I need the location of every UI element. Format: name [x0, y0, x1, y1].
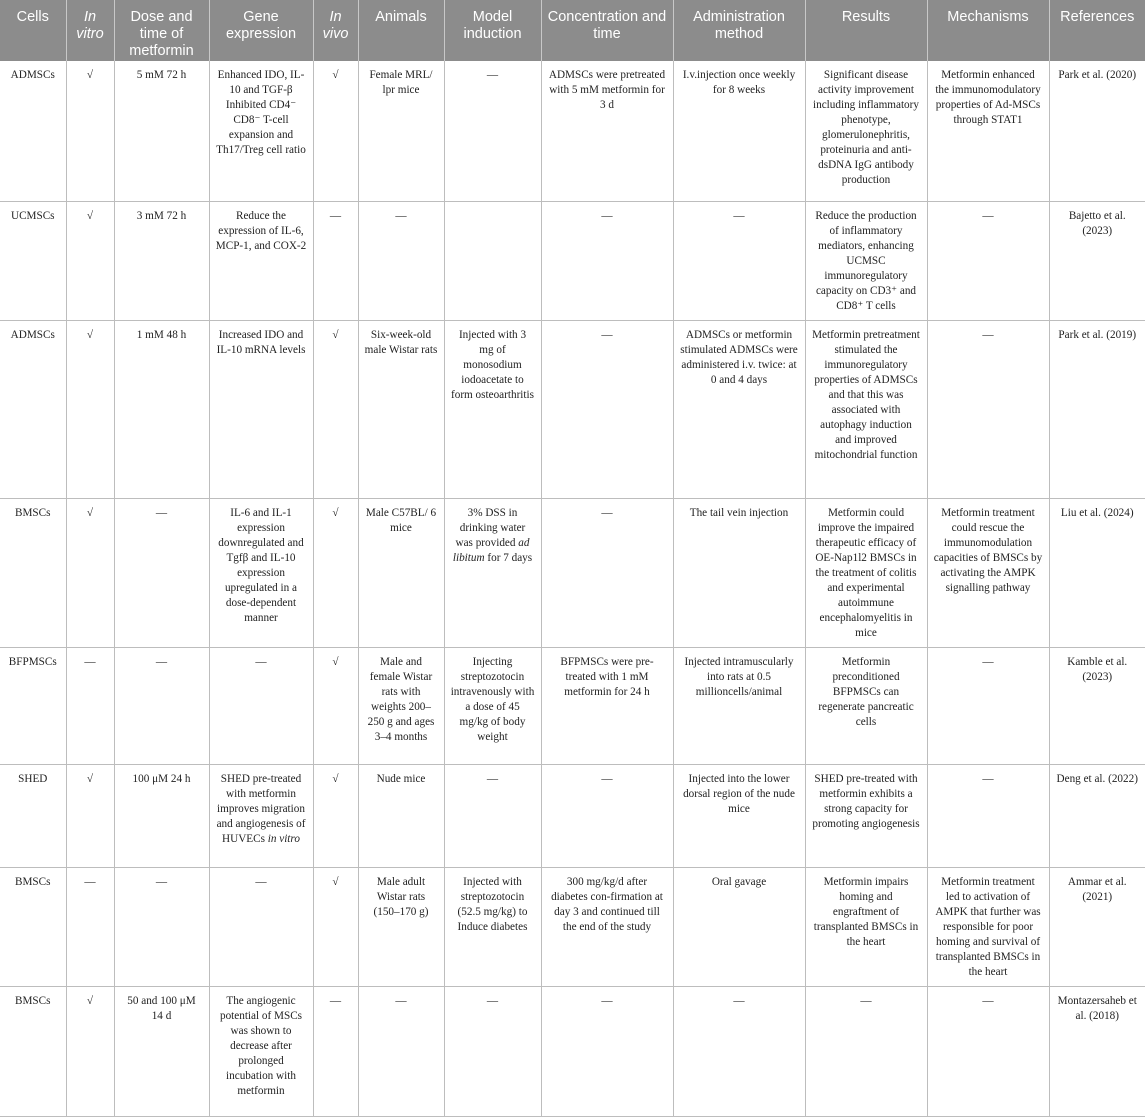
cell-model-induction: —	[444, 61, 541, 201]
cell-cells: BMSCs	[0, 986, 66, 1116]
cell-mechanisms: —	[927, 201, 1049, 320]
cell-references: Ammar et al. (2021)	[1049, 867, 1145, 986]
cell-gene-expression: —	[209, 867, 313, 986]
cell-gene-expression: The angiogenic potential of MSCs was shown to decrease after prolonged incubation with metformin	[209, 986, 313, 1116]
cell-mechanisms: Metformin treatment led to activation of AMPK that further was responsible for poor homing and survival of transplanted BMSCs in the heart	[927, 867, 1049, 986]
cell-model-induction: Injected with 3 mg of monosodium iodoacetate to form osteoarthritis	[444, 320, 541, 498]
cell-mechanisms: —	[927, 647, 1049, 764]
cell-in-vitro: —	[66, 647, 114, 764]
cell-in-vitro: √	[66, 61, 114, 201]
cell-mechanisms: —	[927, 764, 1049, 867]
cell-dose-time: —	[114, 647, 209, 764]
cell-animals: Male C57BL/ 6 mice	[358, 498, 444, 647]
header-administration-method: Administration method	[673, 0, 805, 61]
cell-results: Metformin could improve the impaired therapeutic efficacy of OE-Nap1l2 BMSCs in the treatment of colitis and experimental autoimmune encephalomyelitis in mice	[805, 498, 927, 647]
cell-in-vivo: √	[313, 764, 358, 867]
cell-model-induction: —	[444, 986, 541, 1116]
cell-results: Metformin pretreatment stimulated the immunoregulatory properties of ADMSCs and that this was associated with autophagy induction and improved mitochondrial function	[805, 320, 927, 498]
cell-dose-time: —	[114, 498, 209, 647]
cell-references: Bajetto et al. (2023)	[1049, 201, 1145, 320]
cell-concentration-time: —	[541, 320, 673, 498]
header-mechanisms: Mechanisms	[927, 0, 1049, 61]
table-row	[0, 647, 1145, 764]
table-row	[0, 986, 1145, 1116]
cell-dose-time: 5 mM 72 h	[114, 61, 209, 201]
header-model-induction: Model induction	[444, 0, 541, 61]
header-row	[0, 0, 1145, 61]
cell-mechanisms: —	[927, 986, 1049, 1116]
cell-in-vivo: —	[313, 201, 358, 320]
cell-cells: ADMSCs	[0, 61, 66, 201]
cell-animals: Female MRL/ lpr mice	[358, 61, 444, 201]
cell-animals: Nude mice	[358, 764, 444, 867]
cell-concentration-time: —	[541, 764, 673, 867]
cell-concentration-time: BFPMSCs were pre-treated with 1 mM metformin for 24 h	[541, 647, 673, 764]
cell-in-vivo: √	[313, 647, 358, 764]
cell-references: Montazersaheb et al. (2018)	[1049, 986, 1145, 1116]
cell-dose-time: 1 mM 48 h	[114, 320, 209, 498]
table-row	[0, 61, 1145, 201]
cell-administration-method: Injected intramuscularly into rats at 0.5 millioncells/animal	[673, 647, 805, 764]
table-header	[0, 0, 1145, 61]
table-row	[0, 764, 1145, 867]
cell-dose-time: —	[114, 867, 209, 986]
cell-results: Metformin impairs homing and engraftment of transplanted BMSCs in the heart	[805, 867, 927, 986]
cell-references: Kamble et al. (2023)	[1049, 647, 1145, 764]
header-concentration-time: Concentration and time	[541, 0, 673, 61]
cell-mechanisms: —	[927, 320, 1049, 498]
cell-dose-time: 3 mM 72 h	[114, 201, 209, 320]
cell-gene-expression: SHED pre-treated with metformin improves migration and angiogenesis of HUVECs in vitro	[209, 764, 313, 867]
cell-model-induction: Injecting streptozotocin intravenously with a dose of 45 mg/kg of body weight	[444, 647, 541, 764]
cell-mechanisms: Metformin treatment could rescue the immunomodulation capacities of BMSCs by activating the AMPK signalling pathway	[927, 498, 1049, 647]
cell-in-vitro: √	[66, 986, 114, 1116]
cell-in-vivo: √	[313, 320, 358, 498]
cell-administration-method: Oral gavage	[673, 867, 805, 986]
header-dose-time: Dose and time of metformin	[114, 0, 209, 61]
cell-cells: ADMSCs	[0, 320, 66, 498]
cell-in-vivo: —	[313, 986, 358, 1116]
cell-administration-method: ADMSCs or metformin stimulated ADMSCs were administered i.v. twice: at 0 and 4 days	[673, 320, 805, 498]
cell-administration-method: I.v.injection once weekly for 8 weeks	[673, 61, 805, 201]
cell-references: Liu et al. (2024)	[1049, 498, 1145, 647]
cell-animals: Male and female Wistar rats with weights 200–250 g and ages 3–4 months	[358, 647, 444, 764]
cell-results: Significant disease activity improvement including inflammatory phenotype, glomerulonephritis, proteinuria and anti-dsDNA IgG antibody production	[805, 61, 927, 201]
cell-mechanisms: Metformin enhanced the immunomodulatory properties of Ad-MSCs through STAT1	[927, 61, 1049, 201]
cell-model-induction: Injected with streptozotocin (52.5 mg/kg) to Induce diabetes	[444, 867, 541, 986]
cell-gene-expression: Enhanced IDO, IL-10 and TGF-β Inhibited CD4⁻ CD8⁻ T-cell expansion and Th17/Treg cell ratio	[209, 61, 313, 201]
cell-in-vitro: √	[66, 764, 114, 867]
table-body	[0, 61, 1145, 1116]
cell-in-vivo: √	[313, 867, 358, 986]
cell-references: Park et al. (2019)	[1049, 320, 1145, 498]
cell-gene-expression: Reduce the expression of IL-6, MCP-1, and COX-2	[209, 201, 313, 320]
header-results: Results	[805, 0, 927, 61]
table-row	[0, 320, 1145, 498]
cell-model-induction: —	[444, 764, 541, 867]
header-cells: Cells	[0, 0, 66, 61]
cell-results: Metformin preconditioned BFPMSCs can regenerate pancreatic cells	[805, 647, 927, 764]
cell-gene-expression: IL-6 and IL-1 expression downregulated and Tgfβ and IL-10 expression upregulated in a dose-dependent manner	[209, 498, 313, 647]
cell-concentration-time: —	[541, 201, 673, 320]
cell-animals: —	[358, 201, 444, 320]
cell-dose-time: 100 μM 24 h	[114, 764, 209, 867]
table-row	[0, 498, 1145, 647]
cell-concentration-time: ADMSCs were pretreated with 5 mM metformin for 3 d	[541, 61, 673, 201]
cell-cells: UCMSCs	[0, 201, 66, 320]
cell-gene-expression: —	[209, 647, 313, 764]
cell-in-vitro: √	[66, 201, 114, 320]
header-in-vivo: In vivo	[313, 0, 358, 61]
cell-animals: —	[358, 986, 444, 1116]
cell-model-induction	[444, 201, 541, 320]
cell-references: Deng et al. (2022)	[1049, 764, 1145, 867]
header-in-vitro: In vitro	[66, 0, 114, 61]
cell-in-vivo: √	[313, 61, 358, 201]
cell-administration-method: Injected into the lower dorsal region of the nude mice	[673, 764, 805, 867]
cell-results: —	[805, 986, 927, 1116]
cell-in-vivo: √	[313, 498, 358, 647]
cell-cells: BFPMSCs	[0, 647, 66, 764]
cell-animals: Male adult Wistar rats (150–170 g)	[358, 867, 444, 986]
table-row	[0, 201, 1145, 320]
cell-references: Park et al. (2020)	[1049, 61, 1145, 201]
cell-concentration-time: —	[541, 986, 673, 1116]
header-animals: Animals	[358, 0, 444, 61]
cell-animals: Six-week-old male Wistar rats	[358, 320, 444, 498]
cell-in-vitro: —	[66, 867, 114, 986]
cell-cells: SHED	[0, 764, 66, 867]
cell-results: Reduce the production of inflammatory mediators, enhancing UCMSC immunoregulatory capacity on CD3⁺ and CD8⁺ T cells	[805, 201, 927, 320]
cell-model-induction: 3% DSS in drinking water was provided ad libitum for 7 days	[444, 498, 541, 647]
cell-results: SHED pre-treated with metformin exhibits a strong capacity for promoting angiogenesis	[805, 764, 927, 867]
cell-cells: BMSCs	[0, 498, 66, 647]
cell-administration-method: The tail vein injection	[673, 498, 805, 647]
cell-concentration-time: 300 mg/kg/d after diabetes con-firmation at day 3 and continued till the end of the study	[541, 867, 673, 986]
table-row	[0, 867, 1145, 986]
cell-in-vitro: √	[66, 320, 114, 498]
cell-gene-expression: Increased IDO and IL-10 mRNA levels	[209, 320, 313, 498]
cell-cells: BMSCs	[0, 867, 66, 986]
cell-in-vitro: √	[66, 498, 114, 647]
header-references: References	[1049, 0, 1145, 61]
cell-concentration-time: —	[541, 498, 673, 647]
cell-administration-method: —	[673, 201, 805, 320]
header-gene-expression: Gene expression	[209, 0, 313, 61]
cell-administration-method: —	[673, 986, 805, 1116]
cell-dose-time: 50 and 100 μM 14 d	[114, 986, 209, 1116]
